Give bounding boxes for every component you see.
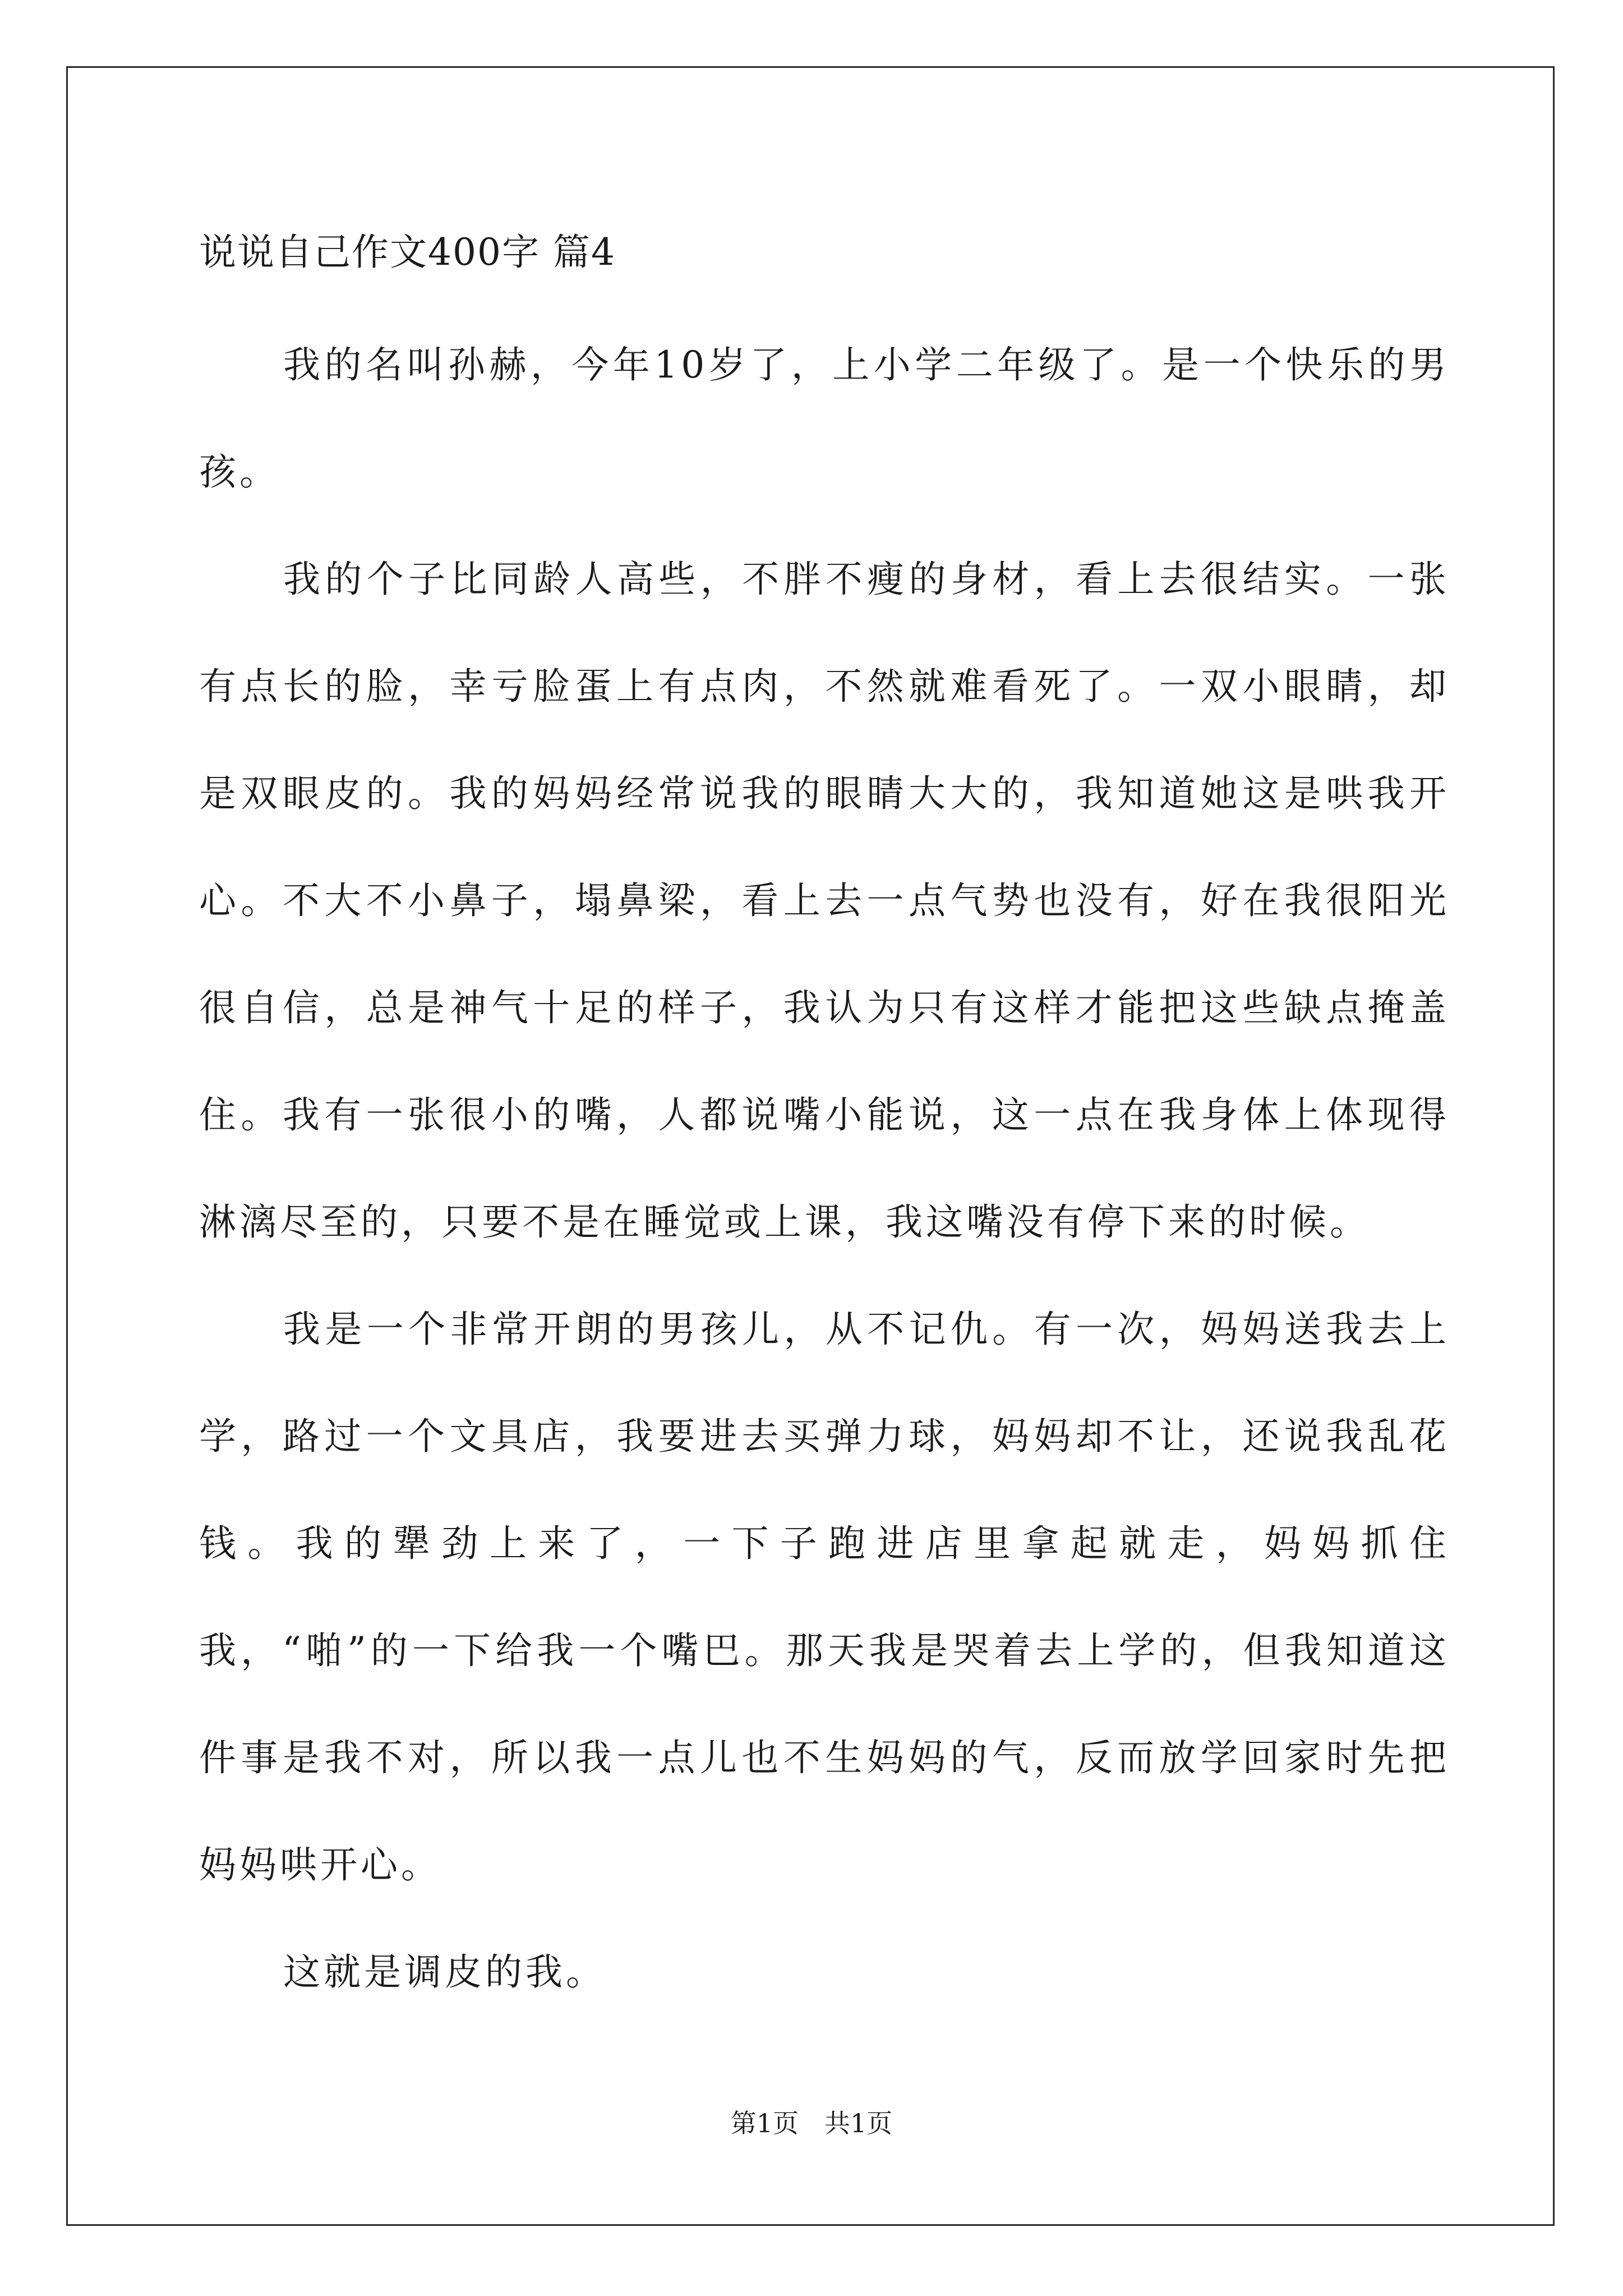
paragraph-3: 我是一个非常开朗的男孩儿，从不记仇。有一次，妈妈送我去上学，路过一个文具店，我要进去买弹力球，妈妈却不让，还说我乱花钱。我的犟劲上来了，一下子跑进店里拿起就走，妈妈抓住我，“啪”的一下给我一个嘴巴。那天我是哭着去上学的，但我知道这件事是我不对，所以我一点儿也不生妈妈的气，反而放学回家时先把妈妈哄开心。 <box>199 1308 1450 1887</box>
page-number: 第1页 <box>730 2108 799 2138</box>
page-footer <box>0 2106 1623 2140</box>
paragraph-1: 我的名叫孙赫，今年10岁了，上小学二年级了。是一个快乐的男孩。 <box>199 343 1450 494</box>
paragraph-2: 我的个子比同龄人高些，不胖不瘦的身材，看上去很结实。一张有点长的脸，幸亏脸蛋上有点肉，不然就难看死了。一双小眼睛，却是双眼皮的。我的妈妈经常说我的眼睛大大的，我知道她这是哄我开心。不大不小鼻子，塌鼻梁，看上去一点气势也没有，好在我很阳光很自信，总是神气十足的样子，我认为只有这样才能把这些缺点掩盖住。我有一张很小的嘴，人都说嘴小能说，这一点在我身体上体现得淋漓尽至的，只要不是在睡觉或上课，我这嘴没有停下来的时候。 <box>199 558 1450 1244</box>
document-title: 说说自己作文400字 篇4 <box>199 231 616 274</box>
document-body <box>199 311 1450 2026</box>
page-total: 共1页 <box>824 2108 893 2138</box>
paragraph-4: 这就是调皮的我。 <box>283 1950 606 1994</box>
